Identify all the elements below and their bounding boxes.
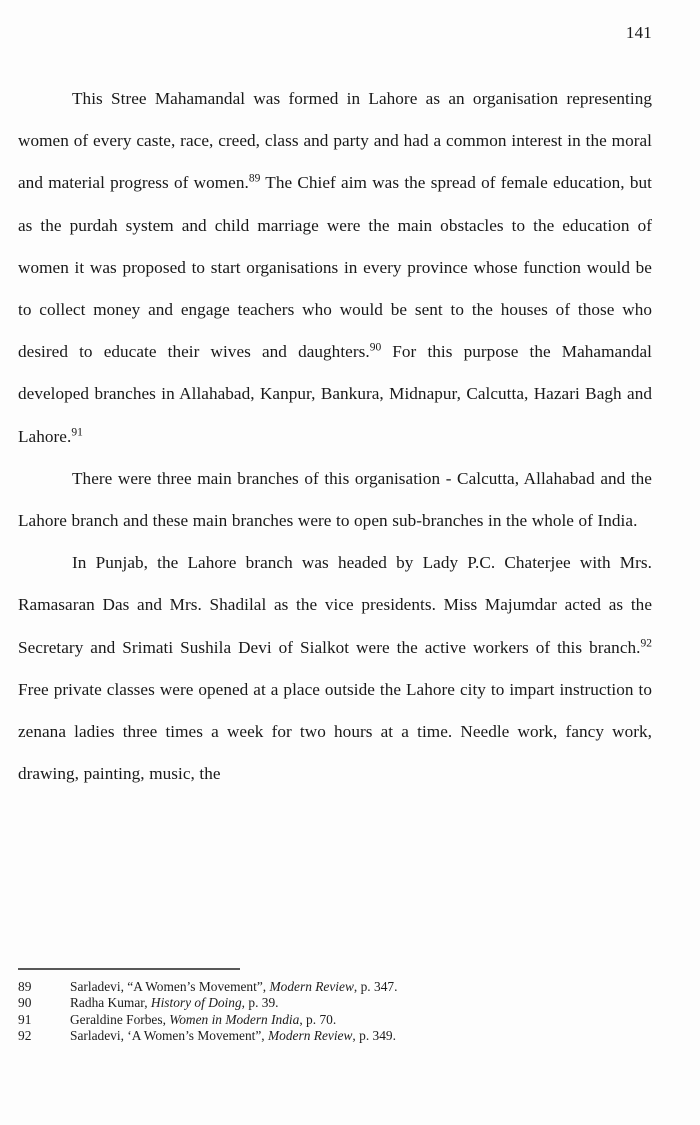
footnote-text-run: Geraldine Forbes, — [70, 1011, 170, 1027]
footnote-text-run: , p. 70. — [299, 1011, 337, 1027]
footnote-text — [70, 979, 652, 995]
footnote-list — [18, 979, 652, 1045]
footnote-text-run: Sarladevi, “A Women’s Movement”, — [70, 979, 270, 994]
para-three-branches — [18, 458, 652, 542]
footnote-title-italic: History of Doing — [150, 995, 242, 1011]
footnote-text-run: , p. 349. — [352, 1028, 396, 1044]
footnote-reference-90[interactable]: 90 — [369, 341, 382, 354]
footnote-separator-rule — [18, 968, 240, 970]
footnote-text — [70, 1012, 652, 1028]
para-stree-mahamandal — [18, 78, 652, 458]
footnote-text-run: Radha Kumar, — [70, 995, 151, 1011]
text-run: Free private classes were opened at a place outside the Lahore city to impart instruction to zenana ladies three times a week for two hours at a time. Needle work, fancy work, drawing, painting, music, the — [18, 679, 652, 784]
footnote-number-92[interactable]: 92 — [18, 1028, 32, 1044]
footnote-reference-92[interactable]: 92 — [640, 636, 652, 649]
footnote-text — [70, 1028, 652, 1044]
footnote-number-91[interactable]: 91 — [18, 1011, 32, 1027]
page-folio — [18, 22, 652, 44]
footnote-item — [18, 995, 652, 1011]
footnote-item — [18, 1028, 652, 1044]
footnote-title-italic: Women in Modern India — [169, 1011, 300, 1027]
footnote-title-italic: Modern Review — [269, 979, 354, 994]
footnote-number-89[interactable]: 89 — [18, 979, 32, 994]
text-run: In Punjab, the Lahore branch was headed by Lady P.C. Chaterjee with Mrs. Ramasaran Das and Mrs. Shadilal as the vice presidents. Miss Majumdar acted as the Secretary and Srimati Sushila Devi of Sialkot were the active workers of this branch. — [18, 553, 652, 657]
para-punjab-lahore-branch — [18, 542, 652, 795]
footnote-title-italic: Modern Review — [268, 1028, 353, 1044]
footnote-section — [18, 968, 652, 1045]
body-text-block — [18, 78, 652, 795]
footnote-reference-91[interactable]: 91 — [71, 425, 83, 438]
text-run: This Stree Mahamandal was formed in Lahore as an organisation representing women of every caste, race, creed, class and party and had a common interest in the moral and material progress of women. — [18, 89, 652, 193]
footnote-item — [18, 1012, 652, 1028]
text-run: The Chief aim was the spread of female education, but as the purdah system and child marriage were the main obstacles to the education of women it was proposed to start organisations in every province whose function would be to collect money and engage teachers who would be sent to the houses of those who desired to educate their wives and daughters. — [18, 173, 652, 362]
footnote-item — [18, 979, 652, 995]
footnote-reference-89[interactable]: 89 — [248, 172, 261, 185]
footnote-number-90[interactable]: 90 — [18, 995, 32, 1011]
footnote-text-run: , p. 347. — [353, 979, 398, 994]
page-number: 141 — [625, 23, 652, 42]
text-run: There were three main branches of this organisation - Calcutta, Allahabad and the Lahore branch and these main branches were to open sub-branches in the whole of India. — [18, 468, 652, 531]
footnote-text — [70, 995, 652, 1011]
text-run: For this purpose the Mahamandal developed branches in Allahabad, Kanpur, Bankura, Midnapur, Calcutta, Hazari Bagh and Lahore. — [18, 342, 652, 446]
footnote-text-run: , p. 39. — [241, 995, 279, 1011]
footnote-text-run: Sarladevi, ‘A Women’s Movement”, — [70, 1028, 269, 1044]
